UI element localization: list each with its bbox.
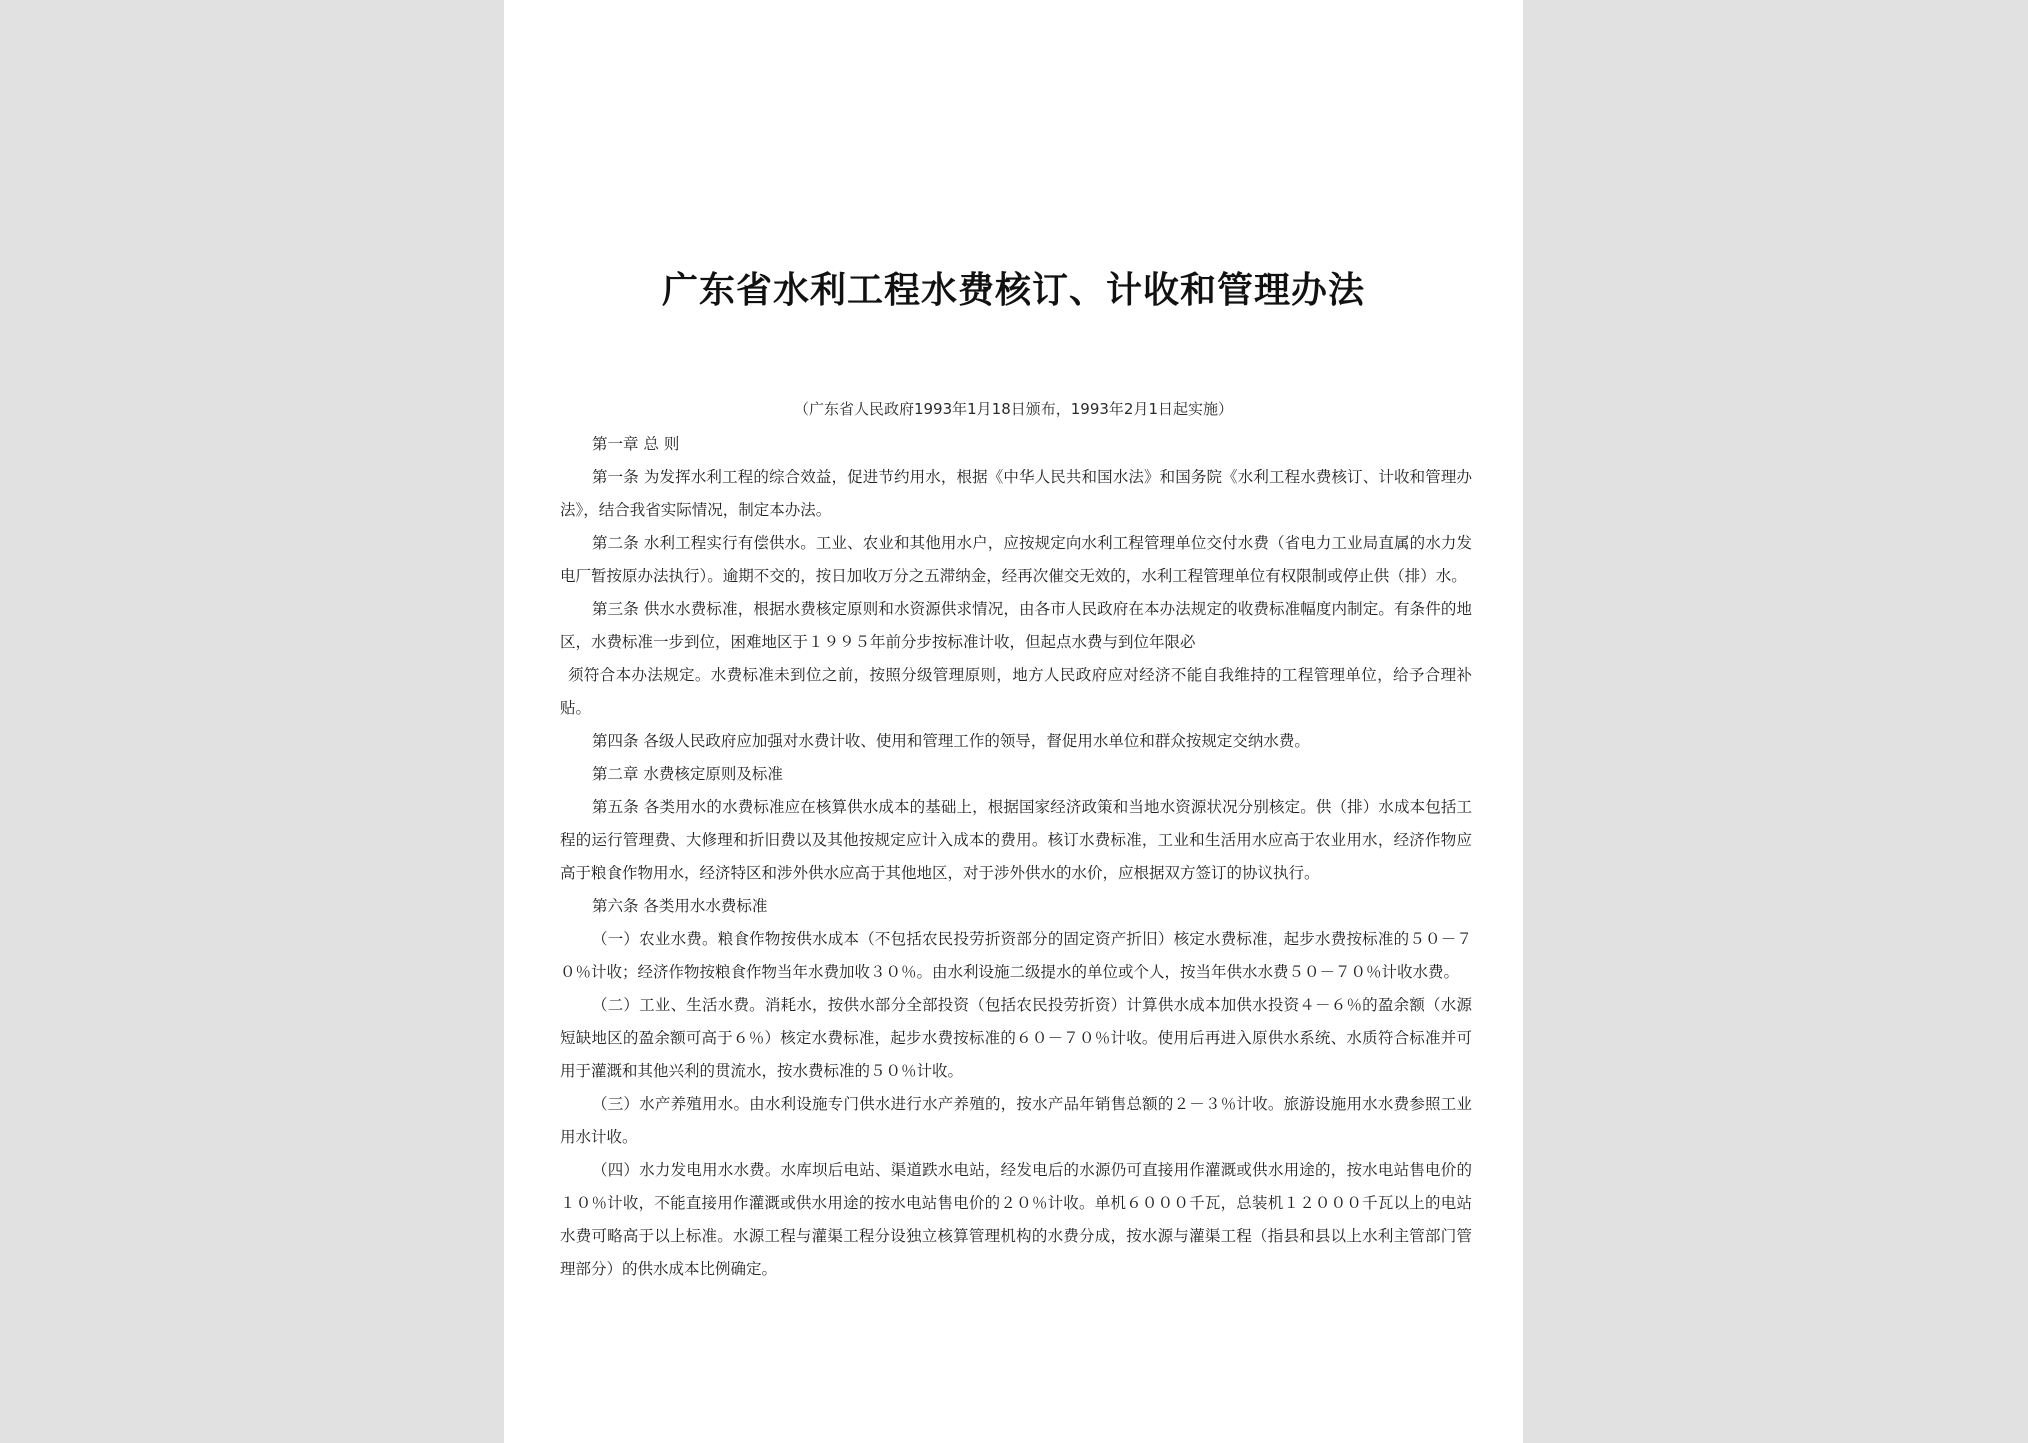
article-4: 第四条 各级人民政府应加强对水费计收、使用和管理工作的领导，督促用水单位和群众按规定交纳水费。 <box>592 732 1310 750</box>
chapter-1-heading: 第一章 总 则 <box>592 435 680 453</box>
article-3: 第三条 供水水费标准，根据水费核定原则和水资源供求情况，由各市人民政府在本办法规定的收费标准幅度内制定。有条件的地区，水费标准一步到位，困难地区于１９９５年前分步按标准计收，但起点水费与到位年限必 <box>560 600 1472 651</box>
article-6-item-1: （一）农业水费。粮食作物按供水成本（不包括农民投劳折资部分的固定资产折旧）核定水费标准，起步水费按标准的５０－７０％计收；经济作物按粮食作物当年水费加收３０％。由水利设施二级提水的单位或个人，按当年供水水费５０－７０％计收水费。 <box>560 930 1472 981</box>
article-6-item-2: （二）工业、生活水费。消耗水，按供水部分全部投资（包括农民投劳折资）计算供水成本加供水投资４－６％的盈余额（水源短缺地区的盈余额可高于６％）核定水费标准，起步水费按标准的６０－７０％计收。使用后再进入原供水系统、水质符合标准并可用于灌溉和其他兴利的贯流水，按水费标准的５０％计收。 <box>560 996 1472 1080</box>
document-title: 广东省水利工程水费核订、计收和管理办法 <box>661 269 1365 311</box>
document-page <box>504 0 1523 1443</box>
article-6-item-4: （四）水力发电用水水费。水库坝后电站、渠道跌水电站，经发电后的水源仍可直接用作灌溉或供水用途的，按水电站售电价的１０％计收，不能直接用作灌溉或供水用途的按水电站售电价的２０％计收。单机６０００千瓦，总装机１２０００千瓦以上的电站水费可略高于以上标准。水源工程与灌渠工程分设独立核算管理机构的水费分成，按水源与灌渠工程（指县和县以上水利主管部门管理部分）的供水成本比例确定。 <box>560 1161 1472 1278</box>
article-6-item-3: （三）水产养殖用水。由水利设施专门供水进行水产养殖的，按水产品年销售总额的２－３％计收。旅游设施用水水费参照工业用水计收。 <box>560 1095 1472 1146</box>
article-1: 第一条 为发挥水利工程的综合效益，促进节约用水，根据《中华人民共和国水法》和国务院《水利工程水费核订、计收和管理办法》，结合我省实际情况，制定本办法。 <box>560 468 1472 519</box>
document-subtitle: （广东省人民政府1993年1月18日颁布，1993年2月1日起实施） <box>793 400 1234 418</box>
article-3-continued: 须符合本办法规定。水费标准未到位之前，按照分级管理原则，地方人民政府应对经济不能自我维持的工程管理单位，给予合理补贴。 <box>560 666 1472 717</box>
document-body <box>560 428 1472 1286</box>
article-5: 第五条 各类用水的水费标准应在核算供水成本的基础上，根据国家经济政策和当地水资源状况分别核定。供（排）水成本包括工程的运行管理费、大修理和折旧费以及其他按规定应计入成本的费用。核订水费标准，工业和生活用水应高于农业用水，经济作物应高于粮食作物用水，经济特区和涉外供水应高于其他地区，对于涉外供水的水价，应根据双方签订的协议执行。 <box>560 798 1472 882</box>
chapter-2-heading: 第二章 水费核定原则及标准 <box>592 765 783 783</box>
article-2: 第二条 水利工程实行有偿供水。工业、农业和其他用水户，应按规定向水利工程管理单位交付水费（省电力工业局直属的水力发电厂暂按原办法执行）。逾期不交的，按日加收万分之五滞纳金，经再次催交无效的，水利工程管理单位有权限制或停止供（排）水。 <box>560 534 1472 585</box>
article-6: 第六条 各类用水水费标准 <box>592 897 768 915</box>
